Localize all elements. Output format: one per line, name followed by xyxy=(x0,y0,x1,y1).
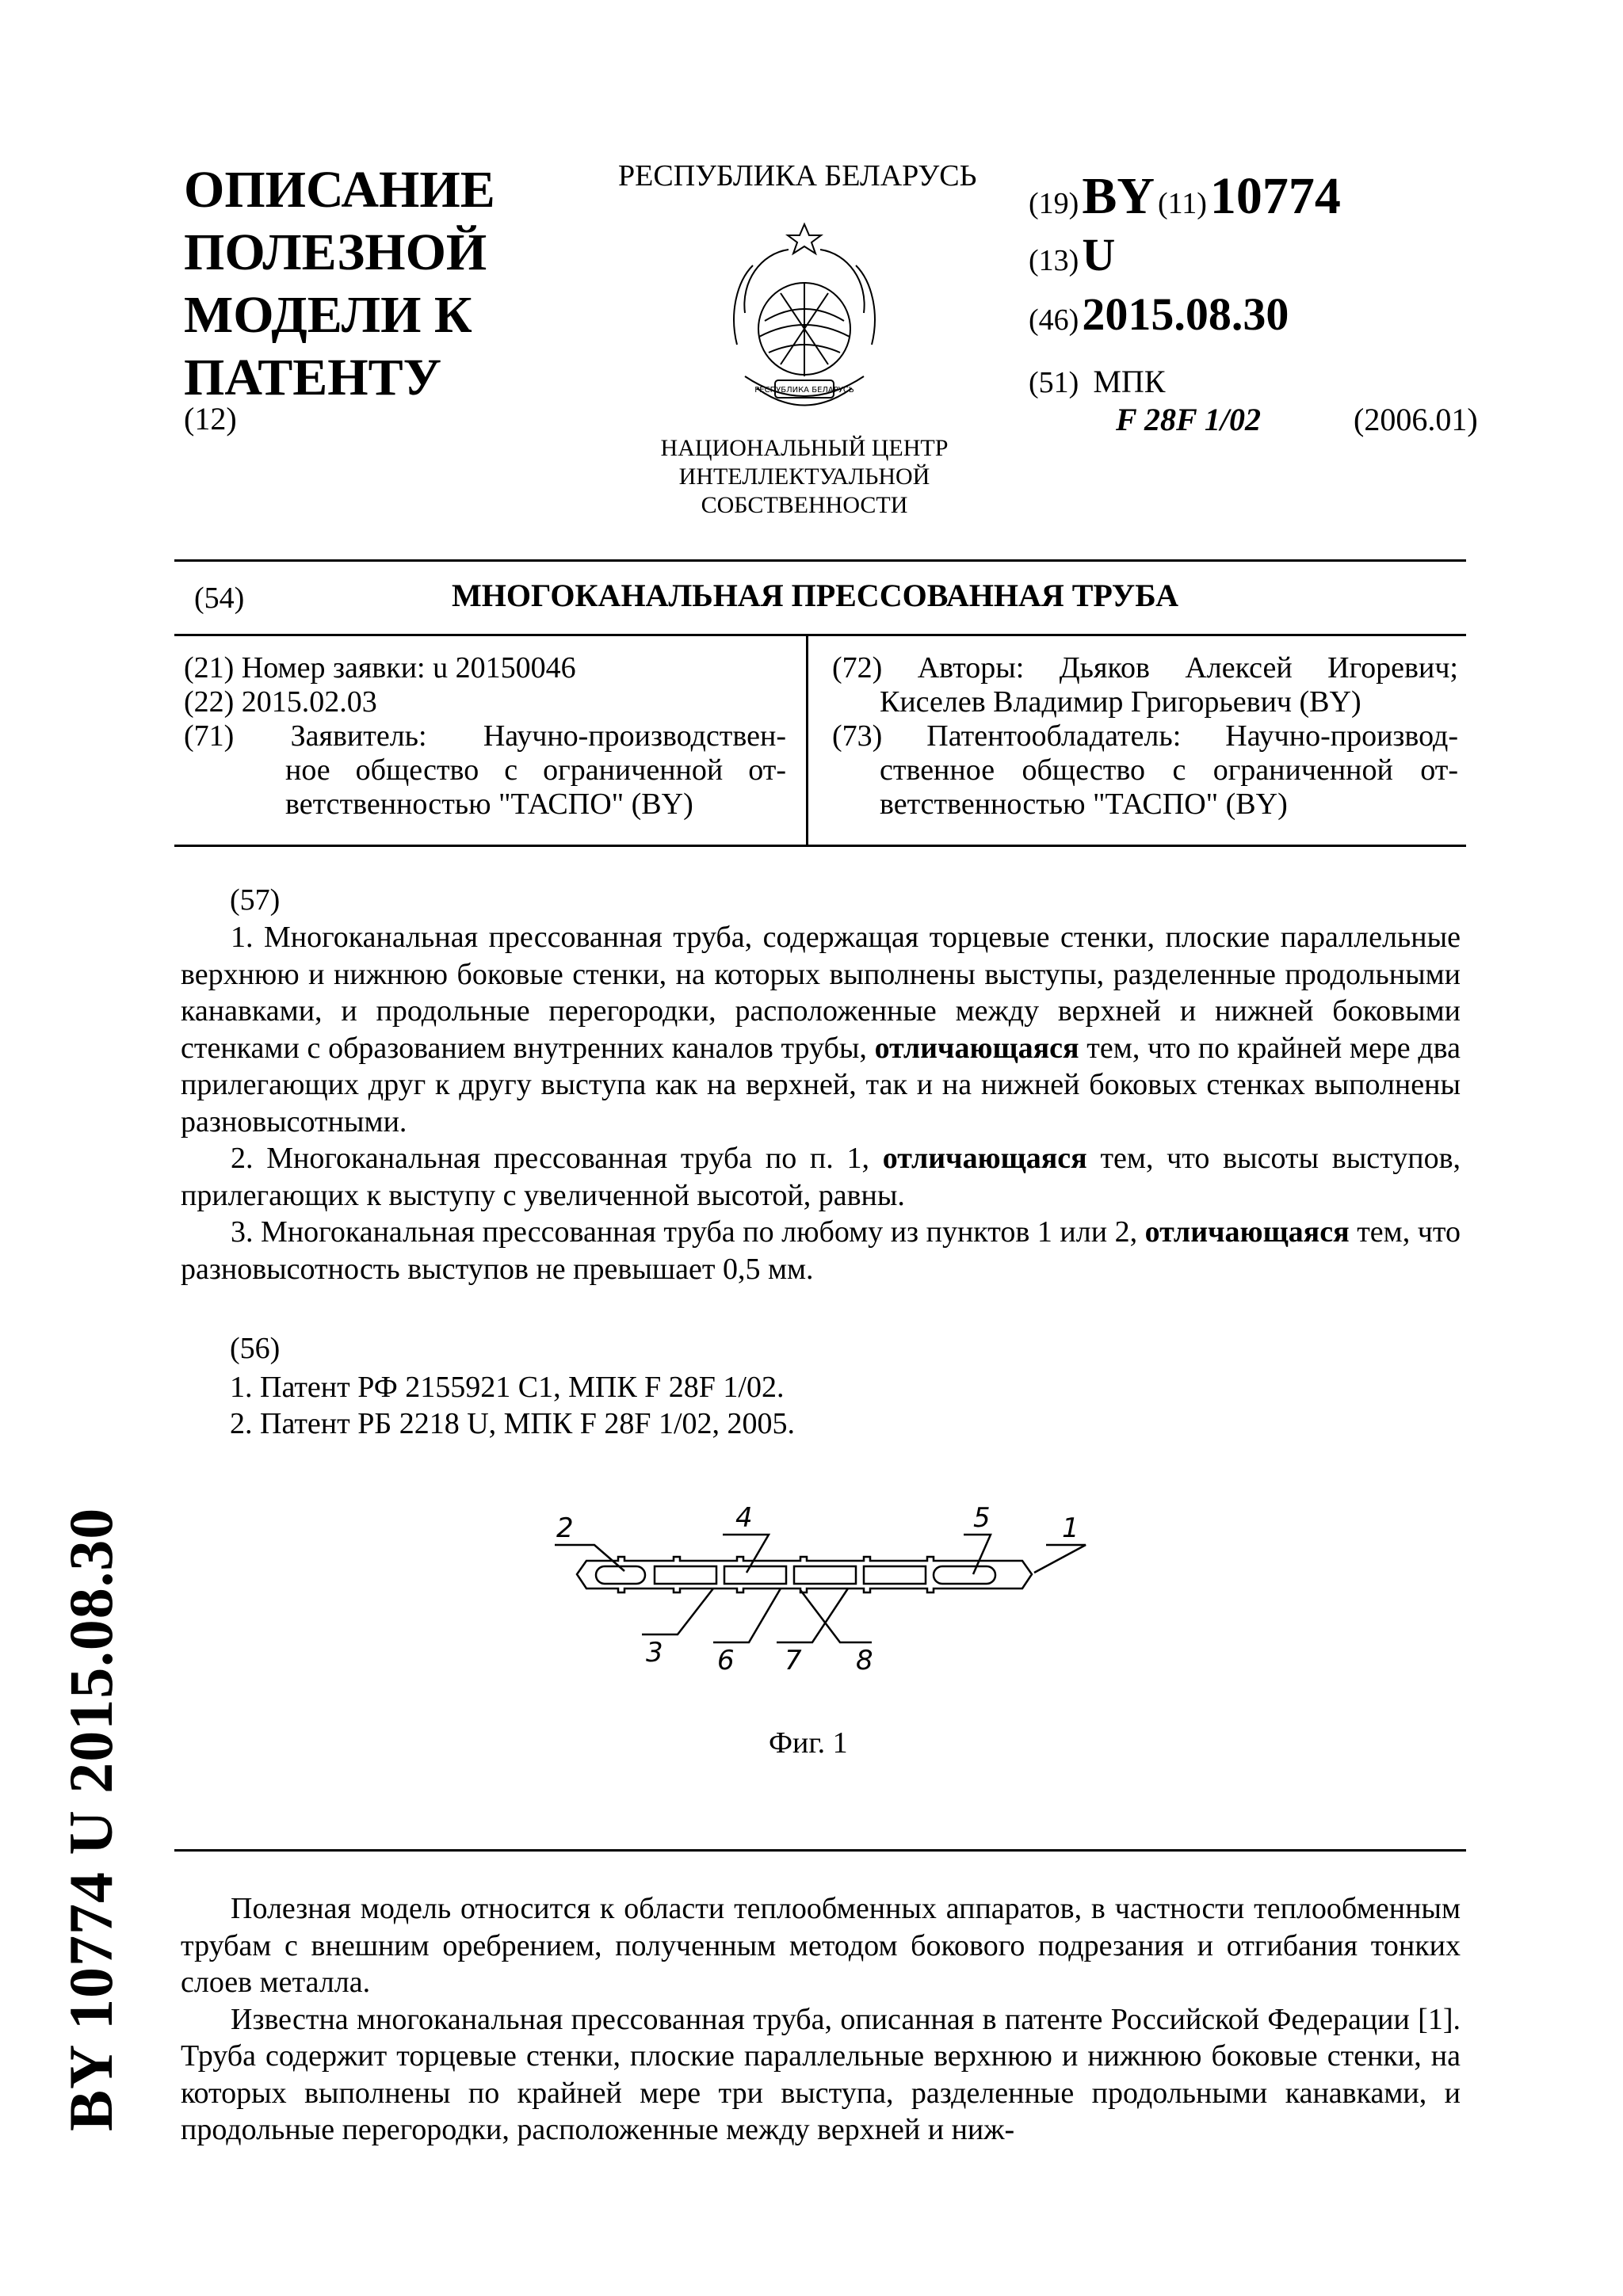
divider-description xyxy=(174,1849,1466,1852)
divider-table-bottom xyxy=(174,845,1466,847)
authors-line: Киселев Владимир Григорьевич (BY) xyxy=(880,685,1361,719)
ipc-label: МПК xyxy=(1093,364,1166,399)
filing-date: (22) 2015.02.03 xyxy=(184,685,377,719)
figure-label: 8 xyxy=(856,1645,873,1676)
state-emblem xyxy=(713,218,896,432)
figure-label: 7 xyxy=(785,1645,802,1676)
biblio-row-date xyxy=(1029,288,1289,341)
ipc-class: F 28F 1/02 xyxy=(1116,402,1262,437)
description xyxy=(181,1890,1461,2149)
biblio-row-kind xyxy=(1029,228,1115,281)
patent-number: 10774 xyxy=(1209,167,1341,225)
office-line: СОБСТВЕННОСТИ xyxy=(701,492,908,518)
country-code: BY xyxy=(1082,167,1155,225)
figure-label: 5 xyxy=(973,1502,991,1534)
office-line: НАЦИОНАЛЬНЫЙ ЦЕНТР xyxy=(660,435,949,461)
patent-holder-line: (73) Патентообладатель: Научно-производ- xyxy=(832,719,1458,753)
claim-2: 2. Многоканальная прессованная труба по п. 1, отличающаяся тем, что высоты выступов, прилегающих к выступу с увеличенной высотой, равны. xyxy=(181,1142,1461,1212)
biblio-row-ipc-class xyxy=(1116,401,1261,438)
code-57: (57) xyxy=(230,883,281,917)
applicant-line: ное общество с ограниченной от- xyxy=(285,753,786,787)
applicant-line: (71) Заявитель: Научно-производствен- xyxy=(184,719,786,753)
doc-type-line: ОПИСАНИЕ xyxy=(184,161,495,219)
code-13: (13) xyxy=(1029,244,1079,277)
code-19: (19) xyxy=(1029,187,1079,220)
figure-1-drawing xyxy=(539,1486,1109,1699)
divider-title-bottom xyxy=(174,634,1466,636)
divider-top xyxy=(174,559,1466,562)
invention-title: МНОГОКАНАЛЬНАЯ ПРЕССОВАННАЯ ТРУБА xyxy=(452,578,1179,613)
republic-name: РЕСПУБЛИКА БЕЛАРУСЬ xyxy=(618,159,977,193)
application-number: (21) Номер заявки: u 20150046 xyxy=(184,651,576,685)
reference-item: 1. Патент РФ 2155921 С1, МПК F 28F 1/02. xyxy=(230,1371,785,1404)
authors-line: (72) Авторы: Дьяков Алексей Игоревич; xyxy=(832,651,1458,685)
doc-type-line: ПАТЕНТУ xyxy=(184,349,442,406)
office-line: ИНТЕЛЛЕКТУАЛЬНОЙ xyxy=(678,463,930,490)
patent-office xyxy=(634,434,975,520)
doc-type-line: МОДЕЛИ К xyxy=(184,286,472,344)
biblio-row-ipc xyxy=(1029,363,1165,400)
doc-type-line: ПОЛЕЗНОЙ xyxy=(184,223,487,281)
document-type-title xyxy=(184,158,495,409)
references-list xyxy=(230,1369,795,1442)
figure-label: 3 xyxy=(646,1637,663,1669)
applicant-line: ветственностью "ТАСПО" (BY) xyxy=(285,788,693,821)
code-46: (46) xyxy=(1029,303,1079,337)
figure-label: 2 xyxy=(556,1512,574,1544)
description-paragraph: Известна многоканальная прессованная труба, описанная в патенте Российской Федерации [1]. Труба содержит торцевые стенки, плоские параллельные верхнюю и нижнюю боковые стенки, на которых выполнены по крайней мере три выступа, разделенные продольными канавками, и продольные перегородки, расположенные между верхней и ниж- xyxy=(181,2002,1461,2146)
code-51: (51) xyxy=(1029,366,1079,399)
kind-code: U xyxy=(1082,229,1116,280)
code-56: (56) xyxy=(230,1332,281,1365)
biblio-row-ipc-version xyxy=(1354,401,1478,438)
patent-holder-line: ветственностью "ТАСПО" (BY) xyxy=(880,788,1288,821)
figure-label: 4 xyxy=(735,1502,753,1534)
biblio-row-number xyxy=(1029,166,1341,227)
patent-holder-line: ственное общество с ограниченной от- xyxy=(880,753,1458,787)
side-document-code: BY 10774 U 2015.08.30 xyxy=(56,1507,125,2131)
code-12: (12) xyxy=(184,401,237,437)
figure-caption: Фиг. 1 xyxy=(769,1726,848,1760)
code-54: (54) xyxy=(194,582,245,615)
ipc-version: (2006.01) xyxy=(1354,402,1478,437)
code-11: (11) xyxy=(1158,187,1207,220)
claims xyxy=(181,919,1461,1287)
authors-cell xyxy=(832,651,1458,822)
claim-1: 1. Многоканальная прессованная труба, содержащая торцевые стенки, плоские параллельные верхнюю и нижнюю боковые стенки, на которых выполнены выступы, разделенные продольными канавками, и продольные перегородки, расположенные между верхней и нижней боковыми стенками с образованием внутренних каналов трубы, отличающаяся тем, что по крайней мере два прилегающих друг к другу выступа как на верхней, так и на нижней боковых стенках выполнены разновысотными. xyxy=(181,921,1461,1138)
claim-3: 3. Многоканальная прессованная труба по любому из пунктов 1 или 2, отличающаяся тем, что разновысотность выступов не превышает 0,5 мм. xyxy=(181,1215,1461,1286)
figure-label: 6 xyxy=(717,1645,735,1676)
publication-date: 2015.08.30 xyxy=(1082,288,1289,340)
figure-label: 1 xyxy=(1062,1512,1079,1544)
table-divider xyxy=(806,634,808,846)
applicant-cell xyxy=(184,651,786,822)
emblem-ribbon-text: РЕСПУБЛИКА БЕЛАРУСЬ xyxy=(754,386,854,395)
description-paragraph: Полезная модель относится к области теплообменных аппаратов, в частности теплообменным трубам с внешним оребрением, полученным методом бокового подрезания и отгибания тонких слоев металла. xyxy=(181,1892,1461,1999)
reference-item: 2. Патент РБ 2218 U, МПК F 28F 1/02, 2005. xyxy=(230,1407,796,1440)
